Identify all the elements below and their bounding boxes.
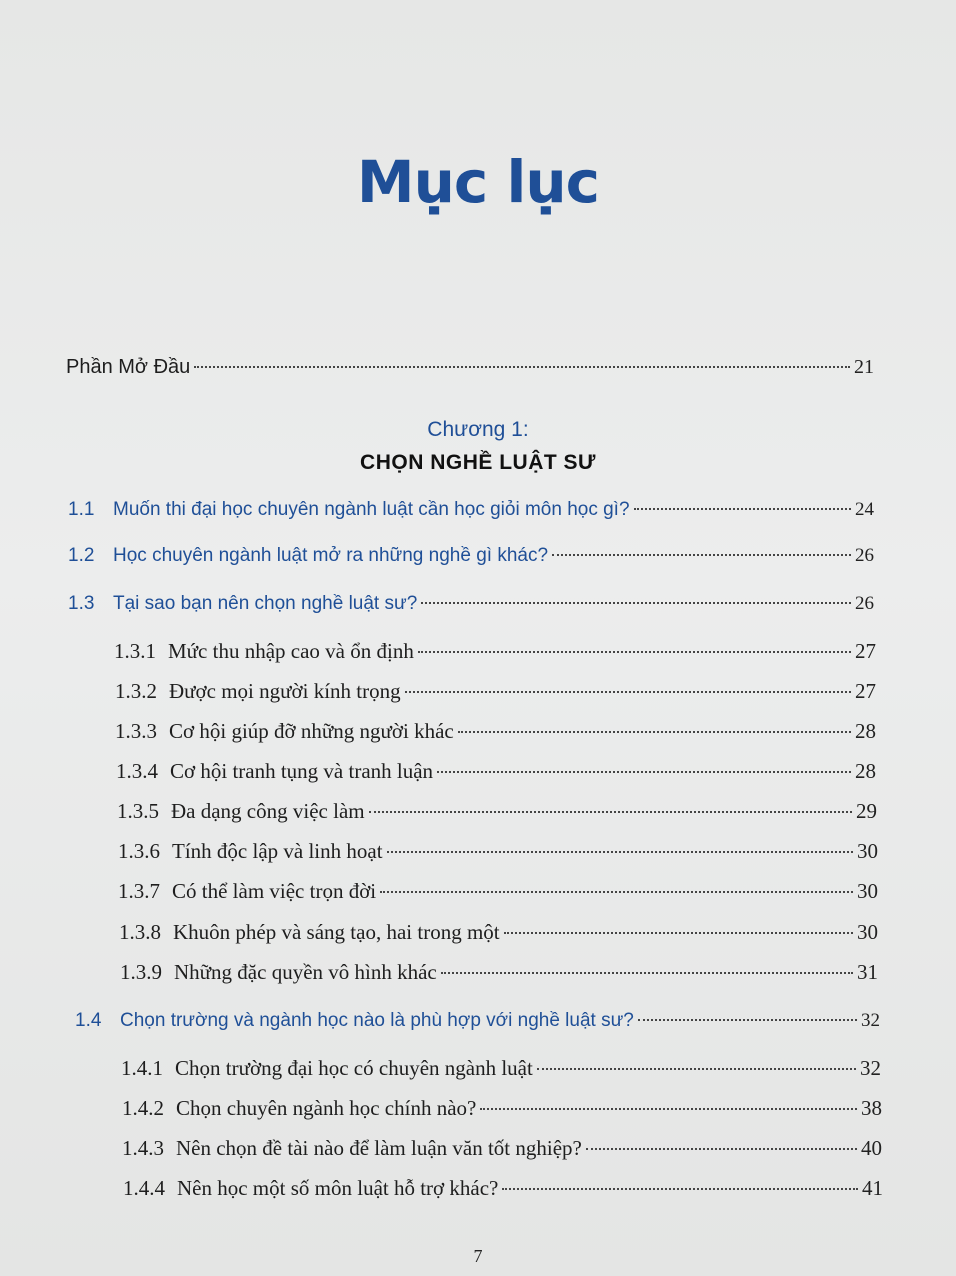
section-number: 1.1 — [68, 499, 95, 520]
subsection-label: Cơ hội tranh tụng và tranh luận — [170, 759, 434, 783]
subsection-label: Đa dạng công việc làm — [171, 799, 365, 823]
subsection-label: Tính độc lập và linh hoạt — [172, 839, 383, 863]
toc-section[interactable] — [68, 499, 874, 521]
section-page: 24 — [855, 499, 874, 520]
toc-entry-label: Phần Mở Đầu — [66, 356, 191, 378]
dot-leader — [504, 932, 853, 934]
toc-subsection[interactable] — [114, 639, 876, 664]
section-number: 1.4 — [75, 1010, 102, 1031]
subsection-label: Nên chọn đề tài nào để làm luận văn tốt nghiệp? — [176, 1136, 582, 1160]
section-label: Muốn thi đại học chuyên ngành luật cần học giỏi môn học gì? — [113, 499, 630, 520]
subsection-number: 1.4.3 — [122, 1136, 164, 1160]
subsection-label: Mức thu nhập cao và ổn định — [168, 639, 414, 663]
dot-leader — [437, 771, 851, 773]
subsection-page: 27 — [855, 639, 876, 663]
subsection-label: Chọn trường đại học có chuyên ngành luật — [175, 1056, 533, 1080]
dot-leader — [458, 731, 851, 733]
section-page: 26 — [855, 545, 874, 566]
toc-subsection[interactable] — [119, 920, 878, 945]
toc-subsection[interactable] — [123, 1176, 883, 1201]
subsection-number: 1.3.4 — [116, 759, 158, 783]
toc-subsection[interactable] — [115, 719, 876, 744]
subsection-page: 32 — [860, 1056, 881, 1080]
section-number: 1.3 — [68, 593, 95, 614]
subsection-label: Có thể làm việc trọn đời — [172, 879, 377, 903]
toc-entry-intro[interactable] — [66, 356, 874, 379]
subsection-label: Chọn chuyên ngành học chính nào? — [176, 1096, 477, 1120]
subsection-label: Những đặc quyền vô hình khác — [174, 960, 437, 984]
dot-leader — [634, 508, 851, 510]
subsection-label: Khuôn phép và sáng tạo, hai trong một — [173, 920, 500, 944]
dot-leader — [537, 1068, 856, 1070]
subsection-page: 41 — [862, 1176, 883, 1200]
page-title: Mục lục — [356, 148, 600, 216]
subsection-number: 1.4.4 — [123, 1176, 165, 1200]
subsection-page: 30 — [857, 920, 878, 944]
chapter-number: Chương 1: — [427, 418, 529, 441]
dot-leader — [194, 366, 850, 368]
dot-leader — [387, 851, 853, 853]
dot-leader — [638, 1019, 857, 1021]
toc-entry-page: 21 — [854, 356, 874, 378]
subsection-number: 1.3.7 — [118, 879, 160, 903]
subsection-page: 27 — [855, 679, 876, 703]
section-label: Tại sao bạn nên chọn nghề luật sư? — [113, 593, 418, 614]
toc-subsection[interactable] — [122, 1096, 882, 1121]
subsection-label: Cơ hội giúp đỡ những người khác — [169, 719, 454, 743]
subsection-page: 40 — [861, 1136, 882, 1160]
subsection-number: 1.3.3 — [115, 719, 157, 743]
subsection-number: 1.3.1 — [114, 639, 156, 663]
subsection-page: 28 — [855, 719, 876, 743]
subsection-number: 1.3.2 — [115, 679, 157, 703]
subsection-number: 1.3.9 — [120, 960, 162, 984]
toc-subsection[interactable] — [117, 799, 877, 824]
subsection-number: 1.4.1 — [121, 1056, 163, 1080]
dot-leader — [369, 811, 852, 813]
dot-leader — [502, 1188, 858, 1190]
dot-leader — [441, 972, 853, 974]
subsection-label: Nên học một số môn luật hỗ trợ khác? — [177, 1176, 499, 1200]
section-page: 32 — [861, 1010, 880, 1031]
dot-leader — [421, 602, 851, 604]
toc-subsection[interactable] — [121, 1056, 881, 1081]
toc-subsection[interactable] — [118, 879, 878, 904]
toc-section[interactable] — [75, 1010, 880, 1032]
toc-subsection[interactable] — [120, 960, 878, 985]
dot-leader — [480, 1108, 857, 1110]
dot-leader — [405, 691, 851, 693]
subsection-number: 1.3.8 — [119, 920, 161, 944]
subsection-number: 1.3.6 — [118, 839, 160, 863]
dot-leader — [552, 554, 851, 556]
subsection-number: 1.3.5 — [117, 799, 159, 823]
toc-subsection[interactable] — [118, 839, 878, 864]
subsection-page: 30 — [857, 879, 878, 903]
page-number: 7 — [473, 1246, 483, 1266]
subsection-page: 31 — [857, 960, 878, 984]
chapter-title: CHỌN NGHỀ LUẬT SƯ — [360, 451, 596, 474]
toc-subsection[interactable] — [115, 679, 876, 704]
toc-section[interactable] — [68, 545, 874, 567]
toc-section[interactable] — [68, 593, 874, 615]
subsection-page: 29 — [856, 799, 877, 823]
subsection-page: 28 — [855, 759, 876, 783]
subsection-label: Được mọi người kính trọng — [169, 679, 401, 703]
subsection-page: 38 — [861, 1096, 882, 1120]
section-label: Học chuyên ngành luật mở ra những nghề gì khác? — [113, 545, 549, 566]
dot-leader — [586, 1148, 857, 1150]
toc-subsection[interactable] — [116, 759, 876, 784]
section-page: 26 — [855, 593, 874, 614]
toc-subsection[interactable] — [122, 1136, 882, 1161]
dot-leader — [380, 891, 853, 893]
section-number: 1.2 — [68, 545, 95, 566]
subsection-number: 1.4.2 — [122, 1096, 164, 1120]
section-label: Chọn trường và ngành học nào là phù hợp với nghề luật sư? — [120, 1010, 634, 1031]
subsection-page: 30 — [857, 839, 878, 863]
dot-leader — [418, 651, 851, 653]
